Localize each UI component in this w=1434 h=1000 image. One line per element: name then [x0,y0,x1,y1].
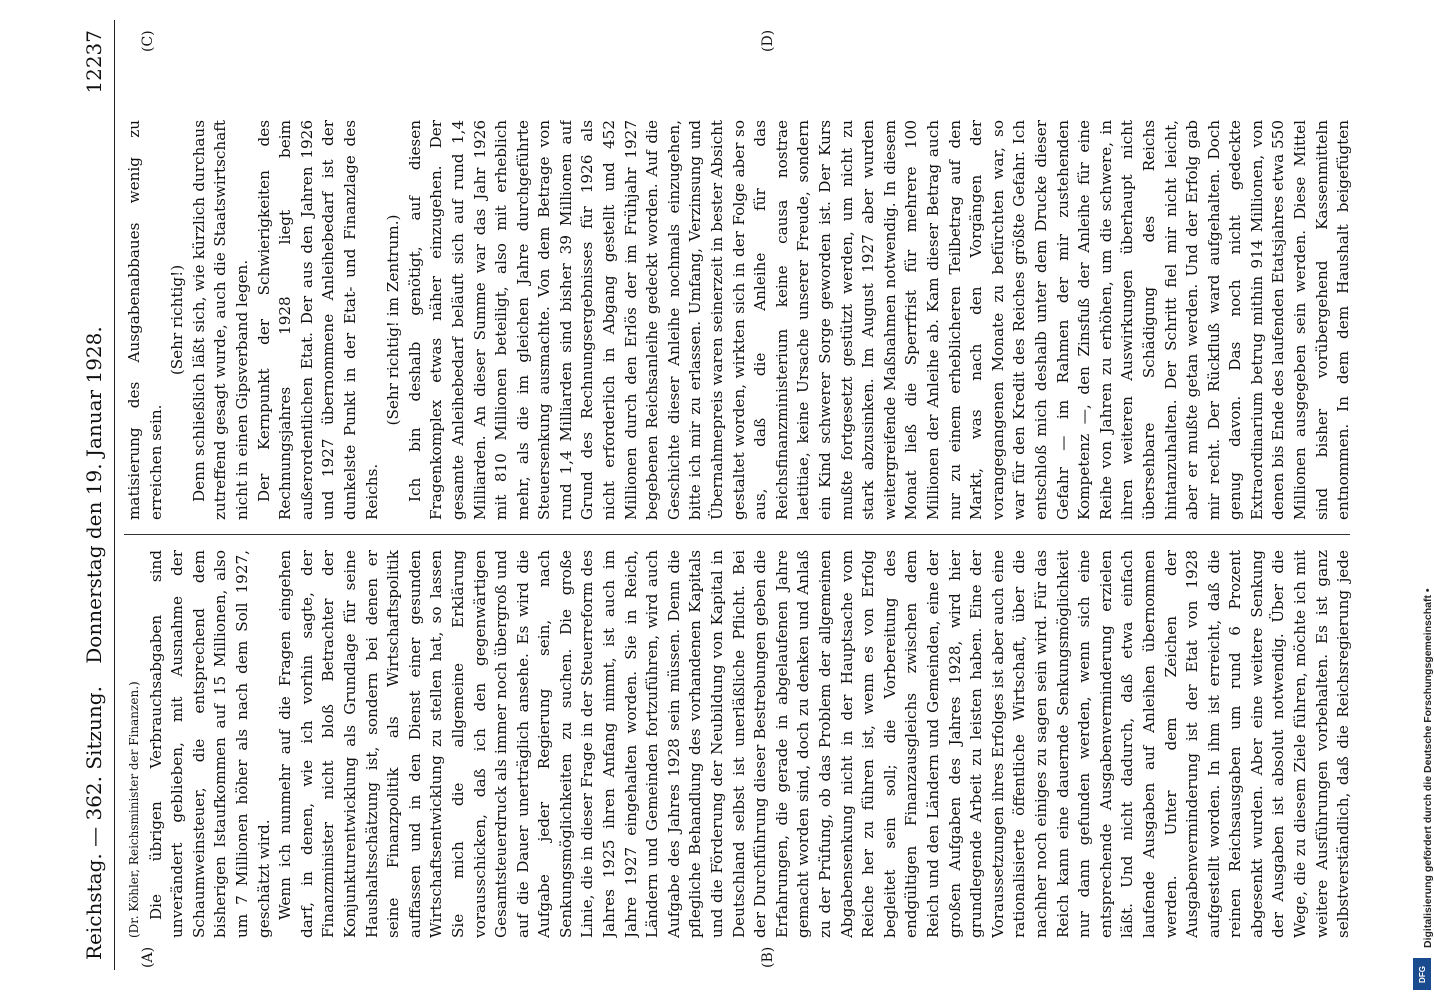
paragraph: Ich bin deshalb genötigt, auf diesen Fragenkomplex etwas näher einzugehen. Der gesamte Anleihebedarf beläuft sich auf rund 1,4 Milliarden. An dieser Summe war das Jahr 1926 mit 810 Millionen beteiligt, also mit erheblich mehr, als die im gleichen Jahre durchgeführte Steuersenkung ausmachte. Von dem Betrage von rund 1,4 Milliarden sind bisher 39 Millionen auf Grund des Rechnungsergebnisses für 1926 als nicht erforderlich in Abgang gestellt und 452 Millionen durch den Erlös der im Frühjahr 1927 begebenen Reichsanleihe gedeckt worden. Auf die Geschichte dieser Anleihe nochmals einzugehen, bitte ich mir zu erlassen. Umfang, Verzinsung und Übernahmepreis waren seinerzeit in bester Absicht gestaltet worden, wirkten sich in der Folge aber so aus, daß die Anleihe für das Reichsfinanzministerium keine causa nostrae laetitiae, keine Ursache unserer Freude, sondern ein Kind schwerer Sorge geworden ist. Der Kurs mußte fortgesetzt gestützt werden, um nicht zu stark abzusinken. Im August 1927 aber wurden weitergreifende Maßnahmen notwendig. In diesem Monat ließ die Sperrfrist für mehrere 100 Millionen der Anleihe ab. Kam dieser Betrag auch nur zu einem erheblicheren Teilbetrag auf den Markt, was nach den Vorgängen der vorangegangenen Monate zu befürchten war, so war für den Kredit des Reiches größte Gefahr. Ich entschloß mich deshalb unter dem Drucke dieser Gefahr — im Rahmen der mir zustehenden Kompetenz —, den Zinsfuß der Anleihe für eine Reihe von Jahren zu erhöhen, um die schwere, in ihren weiteren Auswirkungen überhaupt nicht übersehbare Schädigung des Reichs hintanzuhalten. Der Schritt fiel mir nicht leicht, aber er mußte getan werden. Und der Erfolg gab mir recht. Der Rückfluß ward aufgehalten. Doch genug davon. Das noch nicht gedeckte Extraordinarium betrug mithin 914 Millionen, von denen bis Ende des laufenden Etatsjahres etwa 550 Millionen ausgegeben sein werden. Diese Mittel sind bisher vorübergehend Kassenmitteln entnommen. In dem dem Haushalt beigefügten [405,120,1353,520]
dfg-notice: Digitalisierung gefördert durch die Deutsche Forschungsgemeinschaft • [1422,588,1434,948]
paragraph: Der Kernpunkt der Schwierigkeiten des Rechnungsjahres 1928 liegt beim außerordentlichen Etat. Der aus den Jahren 1926 und 1927 übernommene Anleihebedarf ist der dunkelste Punkt in der Etat- und Finanzlage des Reichs. [254,120,381,520]
dfg-logo-label: DFG [1417,965,1427,983]
margin-mark-d: (D) [760,29,776,52]
paragraph: Denn schließlich läßt sich, wie kürzlich durchaus zutreffend gesagt wurde, auch die Staatswirtschaft nicht in einen Gipsverband legen. [189,120,251,520]
column-divider [124,534,1350,535]
interjection: (Sehr richtig!) [168,264,187,376]
margin-mark-b: (B) [760,946,776,968]
speaker-note: (Dr. Köhler, Reichsminister der Finanzen.) [127,681,141,938]
text-column-right [124,120,1354,520]
margin-mark-a: (A) [140,946,156,968]
paragraph: Die übrigen Verbrauchsabgaben sind unverändert geblieben, mit Ausnahme der Schaumweinsteuer, die entsprechend dem bisherigen Istaufkommen auf 15 Millionen, also um 7 Millionen höher als nach dem Soll 1927, geschätzt wird. [146,550,273,938]
margin-mark-c: (C) [140,30,156,52]
paragraph: matisierung des Ausgabenabbaues wenig zu erreichen sein. [125,120,165,520]
header-session: Reichstag. — 362. Sitzung. [82,686,106,960]
dfg-logo-icon [1413,958,1431,990]
text-column-left [124,550,1354,938]
rotated-page [70,10,1370,990]
page-number: 12237 [82,30,106,94]
page-header [80,20,115,970]
dfg-sidebar [1412,8,1432,998]
paragraph: Wenn ich nunmehr auf die Fragen eingehen darf, in denen, wie ich vorhin sagte, der Finanzminister nicht bloß Betrachter der Konjunkturentwicklung als Grundlage für seine Haushaltsschätzung ist, sondern bei denen er seine Finanzpolitik als Wirtschaftspolitik auffassen und in den Dienst einer gesunden Wirtschaftsentwicklung zu stellen hat, so lassen Sie mich die allgemeine Erklärung vorausschicken, daß ich den gegenwärtigen Gesamtsteuerdruck als immer noch übergroß und auf die Dauer unerträglich ansehe. Es wird die Aufgabe jeder Regierung sein, nach Senkungsmöglichkeiten zu suchen. Die große Linie, die in dieser Frage in der Steuerreform des Jahres 1925 ihren Anfang nimmt, ist auch im Jahre 1927 eingehalten worden. Sie in Reich, Ländern und Gemeinden fortzuführen, wird auch Aufgabe des Jahres 1928 sein müssen. Denn die pflegliche Behandlung des vorhandenen Kapitals und die Förderung der Neubildung von Kapital in Deutschland selbst ist unerläßliche Pflicht. Bei der Durchführung dieser Bestrebungen geben die Erfahrungen, die gerade in abgelaufenen Jahre gemacht worden sind, doch zu denken und Anlaß zu der Prüfung, ob das Problem der allgemeinen Abgabensenkung nicht in der Hauptsache vom Reiche her zu führen ist, wenn es von Erfolg begleitet sein soll; die Vorbereitung des endgültigen Finanzausgleichs zwischen dem Reich und den Ländern und Gemeinden, eine der großen Aufgaben des Jahres 1928, wird hier grundlegende Arbeit zu leisten haben. Eine der Voraussetzungen ihres Erfolges ist aber auch eine rationalisierte öffentliche Wirtschaft, über die nachher noch einiges zu sagen sein wird. Für das Reich kann eine dauernde Senkungsmöglichkeit nur dann gefunden werden, wenn sich eine entsprechende Ausgabenverminderung erzielen läßt. Und nicht dadurch, daß etwa einfach laufende Ausgaben auf Anleihen übernommen werden. Unter dem Zeichen der Ausgabenverminderung ist der Etat von 1928 aufgestellt worden. In ihm ist erreicht, daß die reinen Reichsausgaben um rund 6 Prozent abgesenkt wurden. Aber eine weitere Senkung der Ausgaben ist absolut notwendig. Über die Wege, die zu diesem Ziele führen, möchte ich mit weitere Ausführungen vorbehalten. Es ist ganz selbstverständlich, daß die Reichsregierung jede [276,550,1353,938]
interjection: (Sehr richtig! im Zentrum.) [384,214,403,426]
header-date: Donnerstag den 19. Januar 1928. [82,326,106,664]
